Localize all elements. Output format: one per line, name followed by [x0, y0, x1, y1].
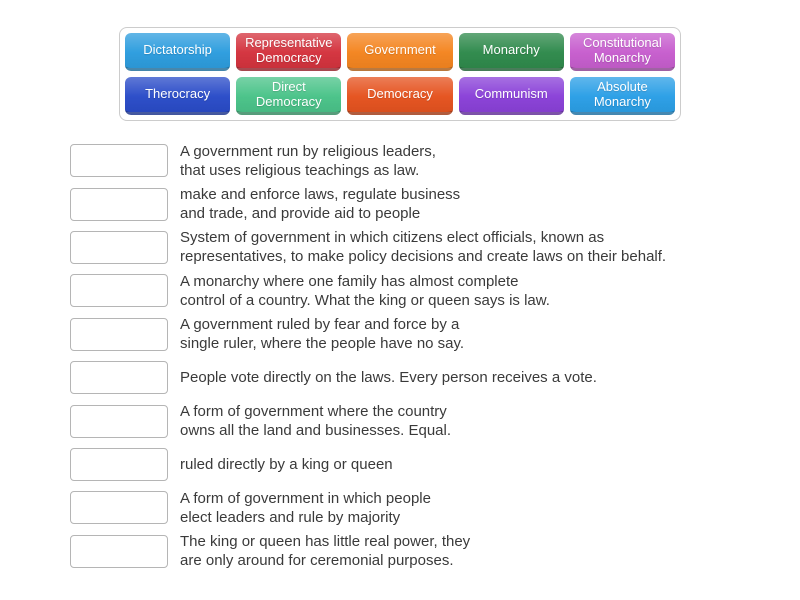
clue-line: A form of government where the country	[180, 403, 447, 421]
match-row	[70, 399, 800, 442]
clue-line: are only around for ceremonial purposes.	[180, 552, 454, 570]
clue-text	[180, 185, 460, 223]
clue-text	[180, 489, 431, 527]
match-row	[70, 443, 800, 486]
clue-text	[180, 272, 550, 310]
clue-line: elect leaders and rule by majority	[180, 508, 401, 526]
match-row	[70, 486, 800, 529]
tile-communism[interactable]: Communism	[459, 77, 564, 115]
answer-slot-8[interactable]	[70, 448, 168, 481]
clue-line: and trade, and provide aid to people	[180, 205, 421, 223]
clue-line: A government run by religious leaders,	[180, 142, 436, 160]
answer-slot-2[interactable]	[70, 188, 168, 221]
clue-text	[180, 455, 393, 474]
answer-slot-7[interactable]	[70, 405, 168, 438]
clue-text	[180, 402, 451, 440]
clue-line: ruled directly by a king or queen	[180, 455, 393, 473]
tile-absolute-monarchy[interactable]: Absolute Monarchy	[570, 77, 675, 115]
match-row	[70, 182, 800, 225]
tile-constitutional-monarchy[interactable]: Constitutional Monarchy	[570, 33, 675, 71]
clue-text	[180, 368, 597, 387]
answer-slot-4[interactable]	[70, 274, 168, 307]
tile-monarchy[interactable]: Monarchy	[459, 33, 564, 71]
clue-line: People vote directly on the laws. Every person receives a vote.	[180, 369, 597, 387]
clue-text	[180, 142, 436, 180]
match-row	[70, 313, 800, 356]
tile-therocracy[interactable]: Therocracy	[125, 77, 230, 115]
tile-direct-democracy[interactable]: Direct Democracy	[236, 77, 341, 115]
clue-text	[180, 532, 470, 570]
match-row	[70, 226, 800, 269]
clue-line: A government ruled by fear and force by a	[180, 316, 460, 334]
answer-slot-3[interactable]	[70, 231, 168, 264]
clue-line: representatives, to make policy decisions and create laws on their behalf.	[180, 248, 667, 266]
tile-government[interactable]: Government	[347, 33, 452, 71]
clue-line: A monarchy where one family has almost complete	[180, 272, 519, 290]
tile-dictatorship[interactable]: Dictatorship	[125, 33, 230, 71]
match-row	[70, 269, 800, 312]
answer-slot-6[interactable]	[70, 361, 168, 394]
answer-slot-5[interactable]	[70, 318, 168, 351]
clue-line: single ruler, where the people have no say.	[180, 335, 465, 353]
clue-line: that uses religious teachings as law.	[180, 161, 420, 179]
word-bank	[119, 27, 681, 121]
match-list	[70, 139, 800, 573]
clue-line: A form of government in which people	[180, 489, 431, 507]
clue-line: The king or queen has little real power, they	[180, 533, 471, 551]
match-row	[70, 139, 800, 182]
answer-slot-10[interactable]	[70, 535, 168, 568]
tile-democracy[interactable]: Democracy	[347, 77, 452, 115]
clue-line: make and enforce laws, regulate business	[180, 186, 461, 204]
answer-slot-9[interactable]	[70, 491, 168, 524]
clue-text	[180, 315, 464, 353]
answer-slot-1[interactable]	[70, 144, 168, 177]
clue-text	[180, 228, 666, 266]
clue-line: control of a country. What the king or queen says is law.	[180, 291, 550, 309]
match-row	[70, 356, 800, 399]
tile-representative-democracy[interactable]: Representative Democracy	[236, 33, 341, 71]
clue-line: System of government in which citizens elect officials, known as	[180, 229, 605, 247]
clue-line: owns all the land and businesses. Equal.	[180, 422, 452, 440]
match-row	[70, 530, 800, 573]
